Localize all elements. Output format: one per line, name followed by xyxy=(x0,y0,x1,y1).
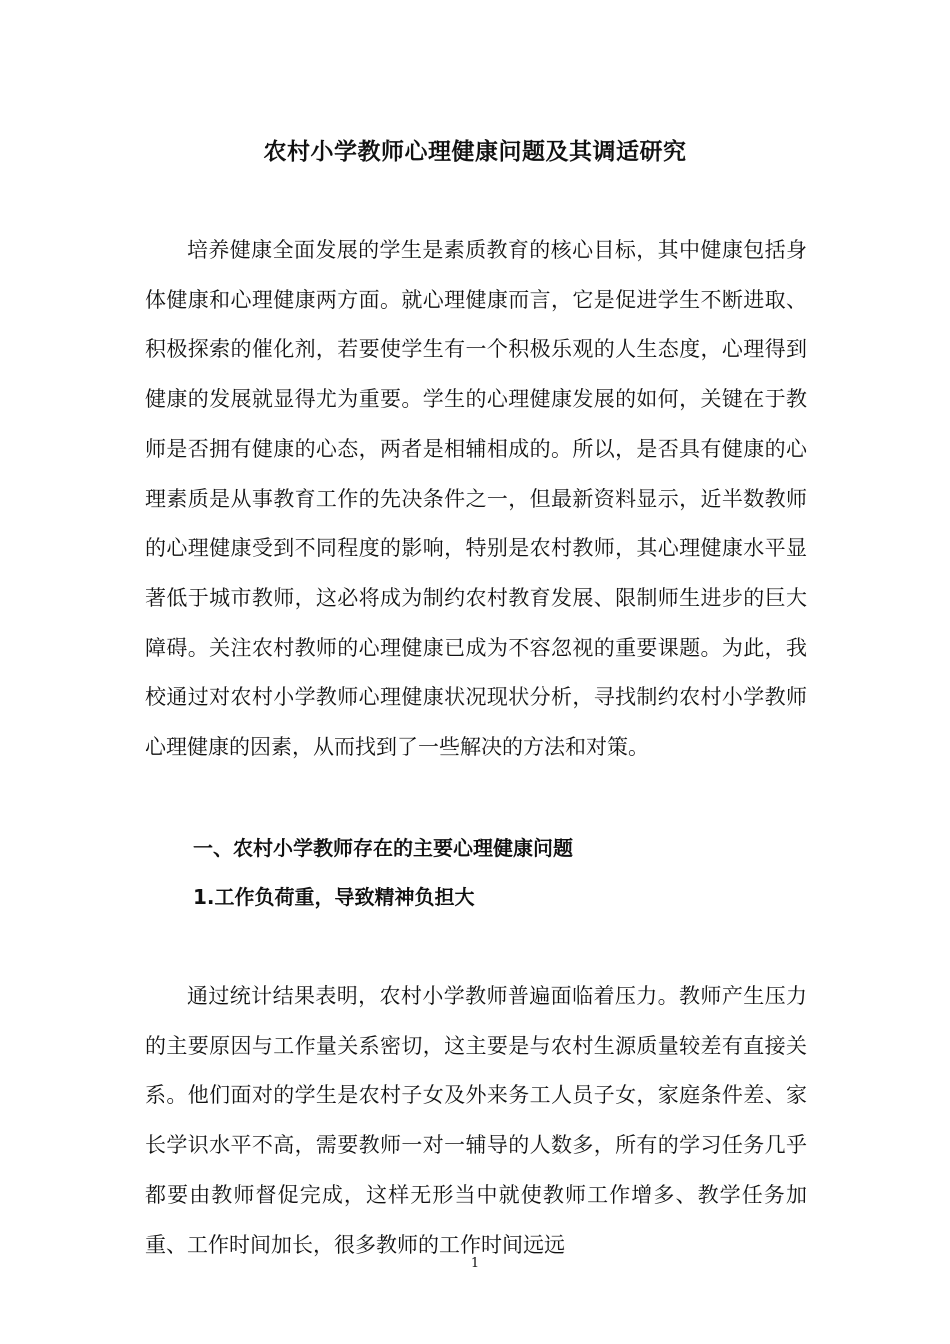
page-number: 1 xyxy=(470,1256,480,1271)
subsection-heading: 1.工作负荷重，导致精神负担大 xyxy=(193,885,475,909)
section-heading: 一、农村小学教师存在的主要心理健康问题 xyxy=(193,836,573,860)
body-paragraph: 通过统计结果表明，农村小学教师普遍面临着压力。教师产生压力的主要原因与工作量关系密切，这主要是与农村生源质量较差有直接关系。他们面对的学生是农村子女及外来务工人员子女，家庭条件差、家长学识水平不高，需要教师一对一辅导的人数多，所有的学习任务几乎都要由教师督促完成，这样无形当中就使教师工作增多、教学任务加重、工作时间加长，很多教师的工作时间远远 xyxy=(145,984,807,1257)
intro-paragraph: 培养健康全面发展的学生是素质教育的核心目标，其中健康包括身体健康和心理健康两方面。就心理健康而言，它是促进学生不断进取、积极探索的催化剂，若要使学生有一个积极乐观的人生态度，心理得到健康的发展就显得尤为重要。学生的心理健康发展的如何，关键在于教师是否拥有健康的心态，两者是相辅相成的。所以，是否具有健康的心理素质是从事教育工作的先决条件之一，但最新资料显示，近半数教师的心理健康受到不同程度的影响，特别是农村教师，其心理健康水平显著低于城市教师，这必将成为制约农村教育发展、限制师生进步的巨大障碍。关注农村教师的心理健康已成为不容忽视的重要课题。为此，我校通过对农村小学教师心理健康状况现状分析，寻找制约农村小学教师心理健康的因素，从而找到了一些解决的方法和对策。 xyxy=(145,238,807,760)
document-title: 农村小学教师心理健康问题及其调适研究 xyxy=(263,139,687,165)
